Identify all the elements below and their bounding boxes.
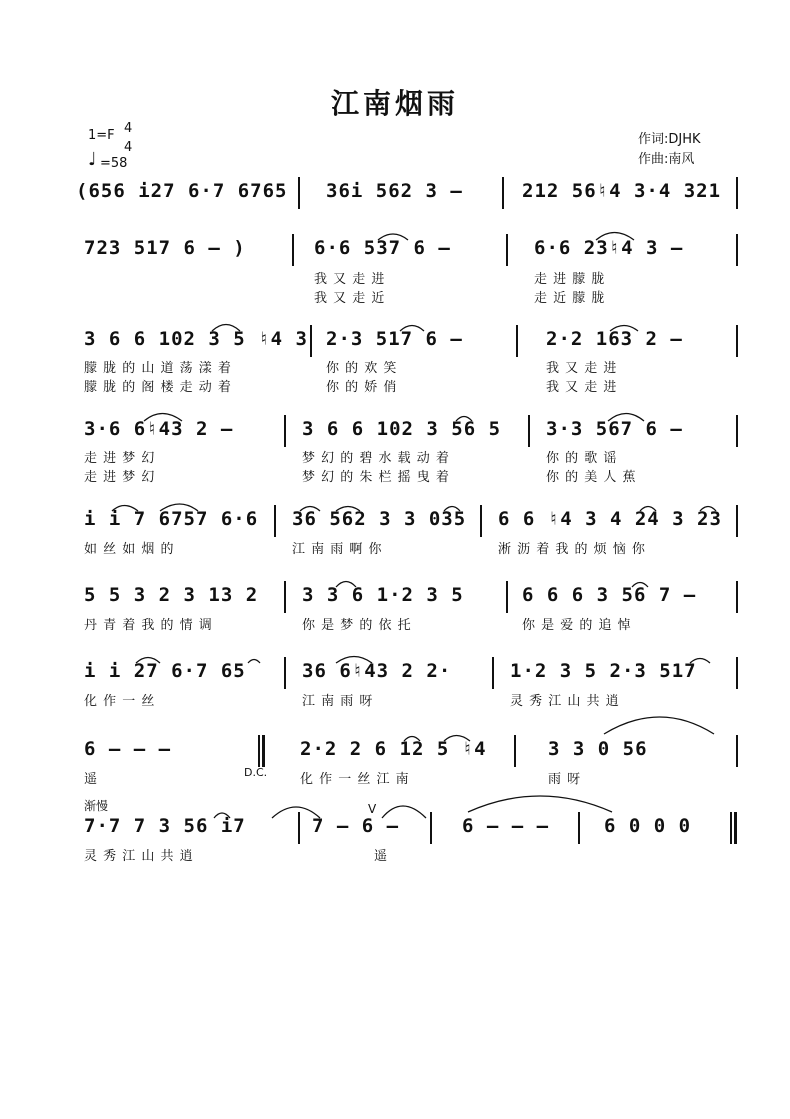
lyric-verse-1: 我 又 走 进 [314, 272, 386, 287]
measure-notes: 2·2 2 6 12 5 ♮4 [300, 738, 487, 760]
slur [700, 507, 716, 512]
measure-notes: (656 i27 6·7 6765 [76, 180, 288, 202]
lyric-line: 化 作 一 丝 [84, 694, 156, 709]
slur [632, 583, 648, 588]
slur [468, 796, 612, 812]
lyric-line: 江 南 雨 呀 [302, 694, 374, 709]
measure-notes: 7·7 7 3 56 i7 [84, 815, 246, 837]
slur [444, 736, 470, 742]
measure-notes: 6 6 ♮4 3 4 24 3 23 [498, 508, 722, 530]
slur [400, 326, 424, 332]
slur [610, 326, 638, 332]
lyric-verse-2: 你 的 娇 俏 [326, 380, 398, 395]
measure-notes: 723 517 6 – ) [84, 237, 246, 259]
slur [144, 414, 182, 422]
time-signature-top: 4 [124, 121, 133, 136]
slur [300, 507, 320, 512]
measure-notes: 3 6 6 102 3 56 5 [302, 418, 502, 440]
slur [160, 504, 198, 511]
measure-notes: i i 7 6757 6·6 [84, 508, 259, 530]
quarter-note-icon: ♩ [88, 149, 97, 170]
slur [608, 414, 644, 422]
lyric-line: 淅 沥 着 我 的 烦 恼 你 [498, 542, 646, 557]
lyric-line: 灵 秀 江 山 共 逍 [510, 694, 620, 709]
lyric-verse-1: 梦 幻 的 碧 水 载 动 着 [302, 451, 450, 466]
lyric-line: 遥 [374, 849, 389, 864]
slur [596, 233, 634, 241]
measure-notes: 2·3 517 6 – [326, 328, 463, 350]
measure-notes: 6 6 6 3 56 7 – [522, 584, 697, 606]
ritardando-marking: 渐慢 [84, 799, 109, 813]
lyric-verse-2: 我 又 走 近 [314, 291, 386, 306]
measure-notes: 6 – – – [84, 738, 172, 760]
da-capo-marking: D.C. [244, 766, 268, 779]
lyric-verse-1: 走 进 梦 幻 [84, 451, 156, 466]
lyric-verse-2: 走 近 朦 胧 [534, 291, 606, 306]
breath-mark: V [368, 802, 377, 816]
measure-notes: 6·6 23♮4 3 – [534, 237, 684, 259]
lyric-verse-2: 朦 胧 的 阁 楼 走 动 着 [84, 380, 232, 395]
measure-notes: 3 3 0 56 [548, 738, 648, 760]
slur [112, 506, 138, 512]
measure-notes: 5 5 3 2 3 13 2 [84, 584, 259, 606]
lyric-line: 丹 青 着 我 的 情 调 [84, 618, 213, 633]
measure-notes: 1·2 3 5 2·3 517 [510, 660, 697, 682]
lyric-verse-1: 你 的 欢 笑 [326, 361, 398, 376]
slur [214, 813, 230, 818]
time-signature-bottom: 4 [124, 140, 133, 155]
measure-notes: 3·3 567 6 – [546, 418, 683, 440]
lyric-verse-2: 我 又 走 进 [546, 380, 618, 395]
measure-notes: 3 6 6 102 3 5 ♮4 3 [84, 328, 308, 350]
measure-notes: i i 27 6·7 65 [84, 660, 246, 682]
song-title: 江南烟雨 [330, 87, 459, 120]
slur [604, 717, 714, 734]
slur [336, 657, 372, 664]
lyric-verse-1: 朦 胧 的 山 道 荡 漾 着 [84, 361, 232, 376]
measure-notes: 6 0 0 0 [604, 815, 692, 837]
slur [378, 234, 408, 240]
tempo-marking: =58 [100, 156, 128, 171]
measure-notes: 3 3 6 1·2 3 5 [302, 584, 464, 606]
lyric-line: 你 是 爱 的 追 悼 [522, 618, 632, 633]
measure-notes: 36 6♮43 2 2· [302, 660, 452, 682]
lyricist-credit: 作词:DJHK [638, 132, 701, 147]
slur [272, 807, 320, 818]
lyric-verse-1: 走 进 朦 胧 [534, 272, 606, 287]
slur [336, 507, 360, 512]
measure-notes: 212 56♮4 3·4 321 [522, 180, 722, 202]
lyric-line: 化 作 一 丝 江 南 [300, 772, 410, 787]
slur [640, 507, 656, 512]
lyric-line: 你 是 梦 的 依 托 [302, 618, 412, 633]
lyric-line: 江 南 雨 啊 你 [292, 542, 383, 557]
key-signature: 1=F [88, 128, 115, 143]
lyric-line: 如 丝 如 烟 的 [84, 542, 175, 557]
lyric-verse-2: 走 进 梦 幻 [84, 470, 156, 485]
measure-notes: 36 562 3 3 035 [292, 508, 467, 530]
slur [404, 737, 420, 742]
slur [248, 660, 260, 664]
composer-credit: 作曲:南风 [638, 152, 695, 167]
measure-notes: 36i 562 3 – [326, 180, 463, 202]
slur [690, 659, 710, 664]
lyric-line: 遥 [84, 772, 99, 787]
slur [382, 806, 426, 818]
slur [212, 325, 240, 332]
slur [336, 582, 356, 588]
slur [444, 507, 460, 512]
lyric-verse-2: 梦 幻 的 朱 栏 摇 曳 着 [302, 470, 450, 485]
slur [136, 658, 160, 664]
lyric-line: 雨 呀 [548, 772, 582, 787]
measure-notes: 2·2 163 2 – [546, 328, 683, 350]
lyric-line: 灵 秀 江 山 共 逍 [84, 849, 194, 864]
measure-notes: 6·6 537 6 – [314, 237, 451, 259]
measure-notes: 3·6 6♮43 2 – [84, 418, 234, 440]
measure-notes: 6 – – – [462, 815, 550, 837]
lyric-verse-1: 你 的 歌 谣 [546, 451, 618, 466]
measure-notes: 7 – 6 – [312, 815, 400, 837]
slur [456, 417, 472, 422]
lyric-verse-2: 你 的 美 人 蕉 [546, 470, 637, 485]
lyric-verse-1: 我 又 走 进 [546, 361, 618, 376]
